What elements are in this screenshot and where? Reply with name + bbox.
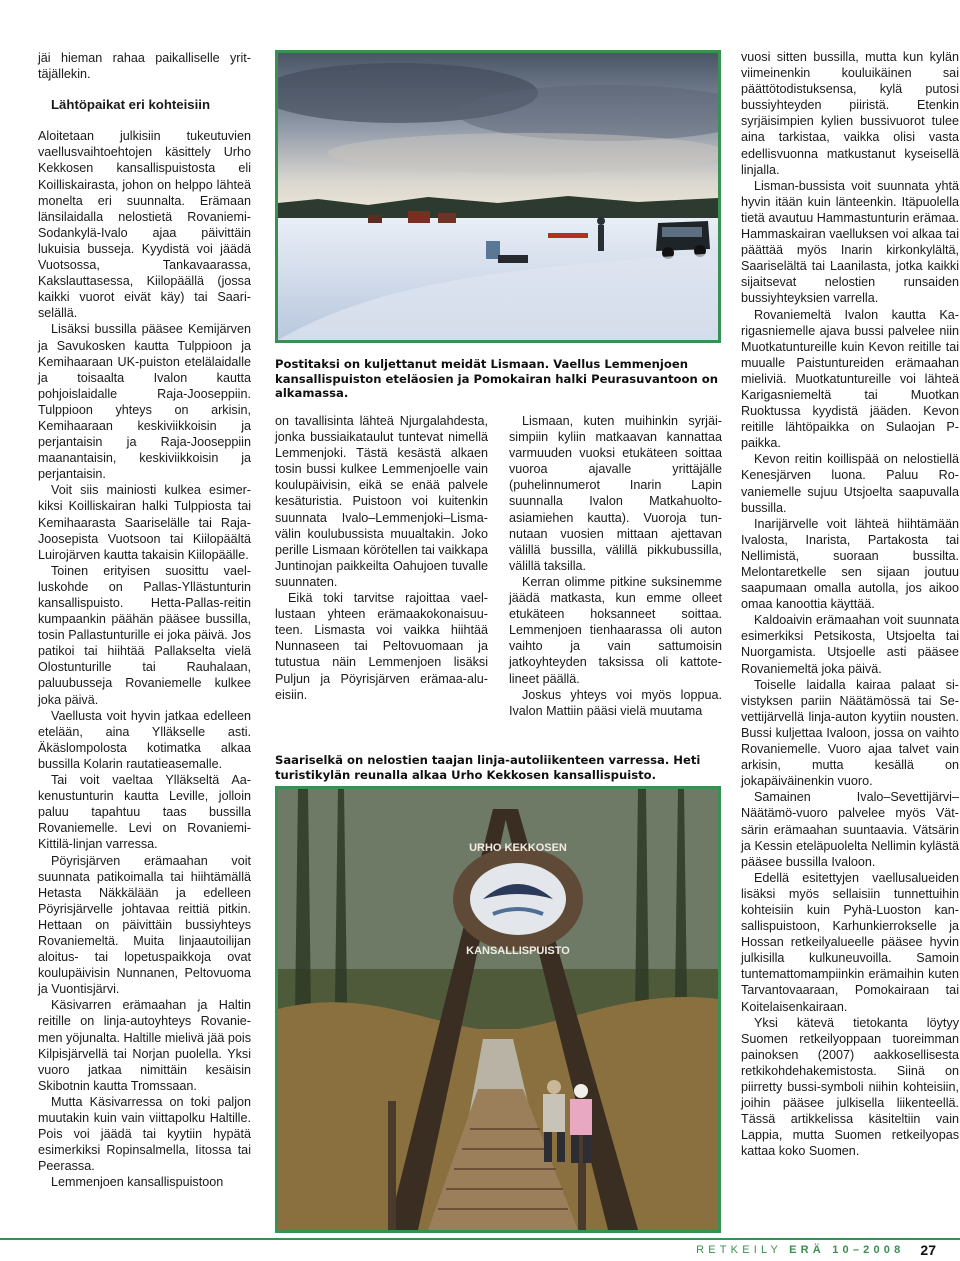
sign-text-top: URHO KEKKOSEN [469, 842, 567, 854]
paragraph: Yksi kätevä tietokanta löytyy Suomen retkeilyoppaan tuoreimman painoksen (2007) aakkosellisesta retkikohdehakemistosta. Siinä on piirretty bussi-symboli niihin kohteisiin, joihin pääsee julkisella liikenteellä. Tässä artikkelissa käsiteltiin vain Lappia, mutta Suomen retkeilyopas kattaa koko Suomen. [741, 1015, 959, 1159]
paragraph: on tavallisinta lähteä Njurgalahdesta, jonka bussiaikataulut tuntevat nimellä Lemmenjoki. Tästä kesästä alkaen tosin bussi kulkee Lemmenjoelle vain koulupäivisin, eikä se enää palvele kesäturistia. Puistoon voi kuitenkin suunnata Ivalo–Lemmenjoki–Lisma-välin koulubussista muualtakin. Joko perille Lismaan körötellen tai vaikkapa Juntinojan paikkeilta Oahujoen tuvalle suunnaten. [275, 414, 488, 589]
paragraph: Rovaniemeltä Ivalon kautta Karigasniemelle ajava bussi palvelee niin Muotkatuntureille kuin Kevon reitille tai muualle Paistuntureiden erämaahan mieliviä. Muotkatuntureille voi lähteä Karigasniemeltä tai Muotkan Ruoktussa kyydistä jääden. Kevon reitille lähtöpaikka on Sulaojan P-paikka. [741, 307, 959, 451]
winter-scene-illustration [278, 53, 718, 340]
page-number: 27 [920, 1242, 936, 1258]
paragraph: Käsivarren erämaahan ja Haltin reitille on linja-autoyhteys Rovaniemen yöjunalta. Haltille mielivä jää pois Kilpisjärvellä tai Norjan puolella. Yksi vuoro jatkaa nimittäin kesäisin Skibotnin kautta Tromssaan. [38, 998, 251, 1093]
photo-winter-trailhead [275, 50, 721, 343]
sign-text-bottom: KANSALLISPUISTO [466, 945, 570, 957]
paragraph: Voit siis mainiosti kulkea esimerkiksi Koilliskairan halki Tulppiosta tai Kemihaarasta Saariselälle tai Raja-Joosepista Vuotsoon tai Kiilopäältä Luirojärven kautta takaisin Kiilopäälle. [38, 483, 251, 562]
section-heading: Lähtöpaikat eri kohteisiin [51, 97, 211, 113]
paragraph: Lemmenjoen kansallispuistoon [51, 1175, 224, 1190]
photo-caption-bottom: Saariselkä on nelostien taajan linja-autoliikenteen varressa. Heti turistikylän reunalla alkaa Urho Kekkosen kansallispuisto. [275, 753, 701, 782]
paragraph: Kerran olimme pitkine suksinemme jäädä matkasta, kun emme olleet etukäteen hoksanneet soittaa. Lemmenjoen tienhaarassa oli auton vaihto ja vain sattumoisin jatkoyhteyden taksissa oli kattotelineet päällä. [509, 574, 722, 686]
paragraph: Eikä toki tarvitse rajoittaa vaellustaan yhteen erämaakokonaisuuteen. Lismasta voi vaikka hiihtää Nunnaseen tai Peltovuomaan ja tutustua näin Lemmenjoen lisäksi Puljun ja Pöyrisjärven erämaa-alueisiin. [275, 591, 488, 702]
paragraph: Pöyrisjärven erämaahan voit suunnata patikoimalla tai hiihtämällä Hetasta Näkkälään ja edelleen Pöyrisjärvelle johtavaa reittiä pitkin. Hettaan on päivittäin bussiyhteys Rovaniemeltä. Muita linjaautoilijan aloitus- tai lopetuspaikkoja ovat koulupäivisin Nunnanen, Peltovuoma ja Vuontisjärvi. [38, 853, 251, 997]
paragraph: Tai voit vaeltaa Ylläkseltä Aakenustunturin kautta Leville, jolloin paluu tapahtuu taas bussilla Rovaniemelle. Levi on Rovaniemi-Kittilä-linjan varressa. [38, 773, 251, 852]
paragraph: Joskus yhteys voi myös loppua. Ivalon Mattiin pääsi vielä muutama [509, 687, 722, 718]
paragraph: jäi hieman rahaa paikalliselle yrittäjällekin. [38, 51, 251, 82]
paragraph: Lisäksi bussilla pääsee Kemijärven ja Savukosken kautta Tulppioon ja Kemihaaraan UK-puiston etelälaidalle ja toisaalta Ivalon kautta pohjoislaidalle Raja-Jooseppiin. Tulppioon yhteys on arkisin, Kemihaaraan keskiviikkoisin ja perjantaisin ja Raja-Jooseppiin maanantaisin, keskiviikkoisin ja perjantaisin. [38, 322, 251, 482]
magazine-title: RETKEILY [696, 1244, 782, 1256]
text-column-3 [509, 413, 722, 719]
page-footer [696, 1242, 936, 1258]
magazine-name [696, 1244, 904, 1256]
magazine-issue: ERÄ 10–2008 [789, 1244, 905, 1256]
paragraph: vuosi sitten bussilla, mutta kun kylän viimeinenkin kouluikäinen sai päättötodistuksensa, kylä putosi bussiyhteyden piiristä. Etenkin syrjäisimpien kylien bussivuorot tulee aina tarkistaa, vaikka olisi vasta edellisvuonna matkustanut kyseisellä linjalla. [741, 50, 959, 177]
footer-rule [0, 1238, 960, 1240]
paragraph: Edellä esitettyjen vaellusalueiden lisäksi myös sellaisiin tunnettuihin kohteisiin kuin Pyhä-Luoston kansallispuistoon, Karhunkierrokselle ja Hossan retkeilyalueelle pääsee hyvin julkisilla kulkuneuvoilla. Samoin tuntemattomampiinkin erämaihin kuten Tarvantovaaraan, Pomokairaan tai Koitelaisenkairaan. [741, 870, 959, 1014]
photo-park-bridge [275, 786, 721, 1233]
paragraph: Kaldoaivin erämaahan voit suunnata esimerkiksi Petsikosta, Utsjoelta tai Nuorgamista. Utsjoelle asti pääsee Rovaniemeltä joka päivä. [741, 613, 959, 676]
bridge-scene-illustration [278, 789, 718, 1230]
paragraph: Inarijärvelle voit lähteä hiihtämään Ivalosta, Inarista, Partakosta tai Nellimistä, suoraan bussilta. Melontaretkelle sen sijaan joutuu saapumaan omalla autolla, jos aikoo omaa kanoottia käyttää. [741, 516, 959, 612]
text-column-1 [38, 50, 251, 1190]
text-column-4 [741, 49, 959, 1159]
paragraph: Toinen erityisen suosittu vaelluskohde on Pallas-Yllästunturin kansallispuisto. Hetta-Pallas-reitin kumpaankin päähän pääsee bussilla, tosin Pallastunturille ei joka päivä. Jos patikoi tai hiihtää Pallakselta vielä Olostunturille tai Rauhalaan, paluubusseja Rovaniemelle kulkee joka päivä. [38, 563, 251, 707]
paragraph: Lismaan, kuten muihinkin syrjäisimpiin kyliin matkaavan kannattaa varmuuden vuoksi etukäteen soittaa vuoroa ajavalle yrittäjälle (puhelinnumerot Inarin Lapin suunnalla Ivalon Matkahuoltoasiamiehen kautta). Vuoroja tunnutaan vuosien mittaan ajettavan välillä bussilla, välillä pikkubussilla, välillä taksilla. [509, 414, 722, 573]
paragraph: Lisman-bussista voit suunnata yhtä hyvin itään kuin länteenkin. Itäpuolella tietä avautuu Hammastunturin erämaa. Hammaskairan vaelluksen voi alkaa tai päättää myös Inarin kirkonkylältä, Saariselältä tai Laanilasta, jotka kaikki sijaitsevat nelostien runsaiden bussiyhteyksien varrella. [741, 178, 959, 306]
paragraph: Toiselle laidalla kairaa palaat sivistyksen pariin Näätämössä tai Sevettijärvellä linja-auton kyytiin nousten. Bussi kuljettaa Ivaloon, jossa on vaihto Rovaniemelle. Vuoro ajaa talvet vain arkisin, mutta kesällä on jokapäiväinenkin vuoro. [741, 677, 959, 789]
text-column-2 [275, 413, 488, 703]
paragraph: Mutta Käsivarressa on toki paljon muutakin kuin vain viittapolku Haltille. Pois voi jäädä tai kyytiin hypätä esimerkiksi Ropinsalmella, Iitossa tai Peerassa. [38, 1094, 251, 1174]
paragraph: Samainen Ivalo–Sevettijärvi–Näätämö-vuoro palvelee myös Vätsärin erämaahan suuntaavia. Vätsärin ja Kessin eteläpuolelta Nellimin kylästä pääsee bussilla Ivaloon. [741, 790, 959, 869]
paragraph: Kevon reitin koillispää on nelostiellä Kenesjärven luona. Paluu Rovaniemelle sujuu Utsjoelta saapuvalla bussilla. [741, 452, 959, 515]
paragraph: Aloitetaan julkisiin tukeutuvien vaellusvaihtoehtojen käsittely Urho Kekkosen kansallispuistosta eli Koilliskairasta, johon on helppo lähteä monelta eri suunnalta. Erämaan länsilaidalla nelostietä Rovaniemi-Sodankylä-Ivalo ajaa päivittäin lukuisia busseja. Kyydistä voi jäädä Vuotsossa, Tankavaarassa, Kakslauttasessa, Kiilopäällä (jossa kaikki vuorot eivät käy) tai Saariselällä. [38, 129, 251, 321]
photo-caption-top: Postitaksi on kuljettanut meidät Lismaan. Vaellus Lemmenjoen kansallispuiston eteläosien ja Pomokairan halki Peurasuvantoon on alkamassa. [275, 357, 718, 400]
paragraph: Vaellusta voit hyvin jatkaa edelleen etelään, aina Ylläkselle asti. Äkäslompolosta kotimatka alkaa bussilla Kolarin rautatieasemalle. [38, 708, 251, 771]
